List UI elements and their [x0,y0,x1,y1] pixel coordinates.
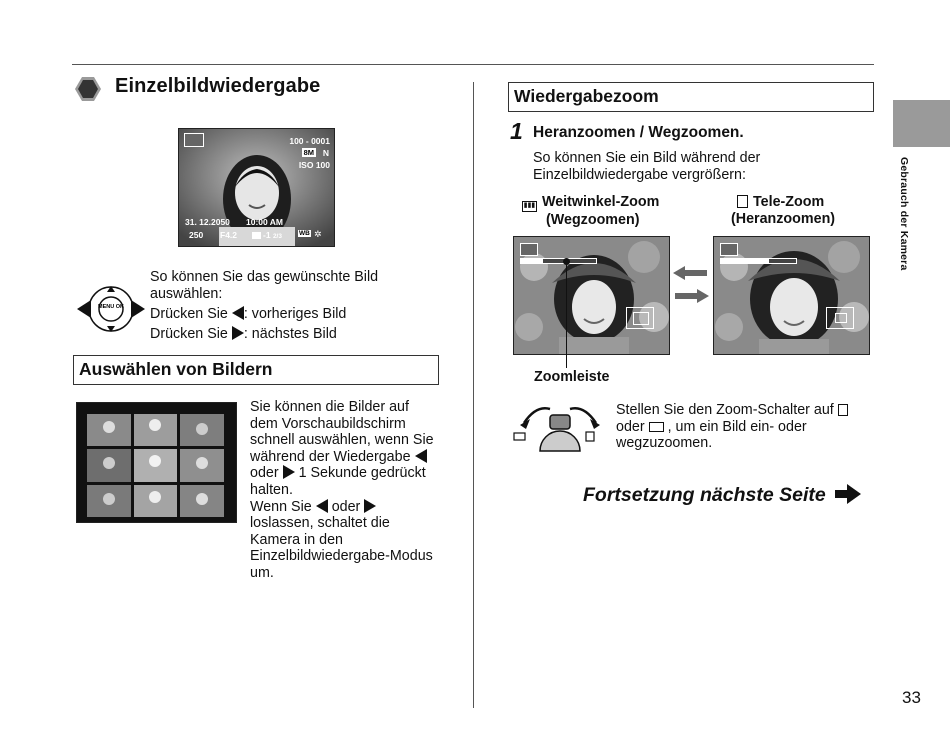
page-number: 33 [902,688,921,707]
section-heading-playback-zoom: Wiedergabezoom [508,82,874,112]
prev-prefix: Drücken Sie [150,306,232,322]
wide-zoom-photo [513,236,670,355]
playback-screen-photo [178,128,335,247]
dpad-center-label: MENU OK [98,304,124,310]
text-fragment: oder [331,498,361,515]
text-fragment: Wenn Sie [250,498,312,515]
wide-zoom-icon: ▮▮▮ [522,201,537,212]
next-instruction [150,326,410,343]
select-line-1: So können Sie das gewünschte Bild [150,269,379,285]
step-description [533,150,863,184]
zoom-bar [520,258,597,264]
flash-mode-icon: ✲ [314,229,322,239]
zoombar-callout-line [566,261,567,368]
continue-text: Fortsetzung nächste Seite [583,484,826,506]
iso-readout: ISO 100 [298,160,330,170]
shutter-readout: 250 [189,230,204,240]
continue-arrow-icon [835,484,861,504]
tele-zoom-sub: (Heranzoomen) [731,211,836,227]
date-readout: 31. 12.2050 [185,217,230,227]
left-arrow-icon [415,449,427,463]
hexagon-icon [74,75,102,103]
right-arrow-icon [232,326,244,340]
text-fragment: während der Wiedergabe [250,448,411,465]
exposure-fraction: 2/3 [272,233,282,240]
next-prefix: Drücken Sie [150,326,232,342]
step-number: 1 [510,118,523,144]
page-title: Einzelbildwiedergabe [115,75,321,97]
exposure-value: -1 [263,230,271,240]
text-line: wegzuzoomen. [616,435,713,452]
text-fragment: , um ein Bild ein- oder [667,418,807,435]
text-fragment: Stellen Sie den Zoom-Schalter auf [616,402,834,418]
prev-instruction [150,306,410,323]
text-line: Sie können die Bilder auf [250,399,409,415]
zoombar-callout-dot [563,258,570,265]
next-suffix: : nächstes Bild [243,326,337,342]
zoom-bar-fill [721,259,769,263]
text-line: Kamera in den [250,531,343,548]
text-line: Einzelbildwiedergabe-Modus [250,548,433,565]
text-fragment: 1 Sekunde gedrückt [298,465,426,482]
chapter-tab-label: Gebrauch der Kamera [898,157,910,271]
text-line: um. [250,564,274,581]
right-arrow-icon [364,499,376,513]
prev-suffix: : vorheriges Bild [243,306,347,322]
zoom-switch-icon [512,401,602,453]
image-size-badge: 8M [303,148,314,157]
zoom-out-arrow-icon [673,266,707,280]
wide-zoom-label: Weitwinkel-Zoom [542,194,660,210]
text-fragment: oder [616,418,645,435]
play-mode-icon [520,243,538,256]
time-readout: 10:00 AM [246,217,284,227]
white-balance-badge: WB [299,230,310,237]
text-line: Einzelbildwiedergabe vergrößern: [533,167,746,183]
zoom-bar-fill [521,259,543,263]
left-arrow-icon [316,499,328,513]
text-line [250,449,450,466]
tele-zoom-label: Tele-Zoom [753,194,825,210]
text-fragment: oder [250,465,279,482]
thumbnail-screen-photo [76,402,237,523]
zoom-switch-instructions [616,402,866,452]
select-line-2: auswählen: [150,286,223,302]
top-rule [72,64,874,65]
text-line [616,419,866,436]
play-mode-icon [720,243,738,256]
dpad-icon [76,283,146,335]
tele-zoom-icon [737,195,748,208]
wide-zoom-icon [649,422,664,432]
frame-number: 100 - 0001 [289,136,330,146]
zoom-navigator-frame [633,312,649,325]
thumbnail-grid-image [77,403,236,522]
text-line: dem Vorschaubildschirm [250,415,406,432]
tele-zoom-photo [713,236,870,355]
zoom-bar [720,258,797,264]
continue-next-page [583,484,861,507]
wide-zoom-sub: (Wegzoomen) [546,212,640,228]
wide-zoom-title [522,194,682,212]
select-instructions [150,269,410,343]
zoom-in-arrow-icon [675,289,709,303]
zoom-navigator [626,307,654,329]
text-line [616,402,866,419]
zoom-navigator [826,307,854,329]
tele-zoom-heading [731,194,871,228]
text-line: schnell auswählen, wenn Sie [250,432,434,449]
left-arrow-icon [232,306,244,320]
tele-zoom-title [731,194,871,211]
tele-zoom-icon [838,404,848,416]
chapter-tab [893,100,950,147]
play-mode-icon [184,133,204,147]
zoom-navigator-frame [835,313,847,323]
step-title: Heranzoomen / Wegzoomen. [533,124,744,141]
section-heading-select-images: Auswählen von Bildern [73,355,439,385]
column-divider [473,82,474,708]
text-line [250,465,450,482]
text-line [250,499,450,516]
select-images-text [250,399,450,582]
wide-zoom-heading [522,194,682,229]
aperture-readout: F4.2 [220,230,238,240]
right-arrow-icon [283,465,295,479]
text-line: halten. [250,481,293,498]
text-line: So können Sie ein Bild während der [533,150,761,166]
text-line: loslassen, schaltet die [250,515,390,532]
exposure-comp-icon [252,232,261,239]
exposure-readout [252,230,282,240]
quality-mark: N [322,148,329,158]
zoombar-label: Zoomleiste [534,369,610,385]
